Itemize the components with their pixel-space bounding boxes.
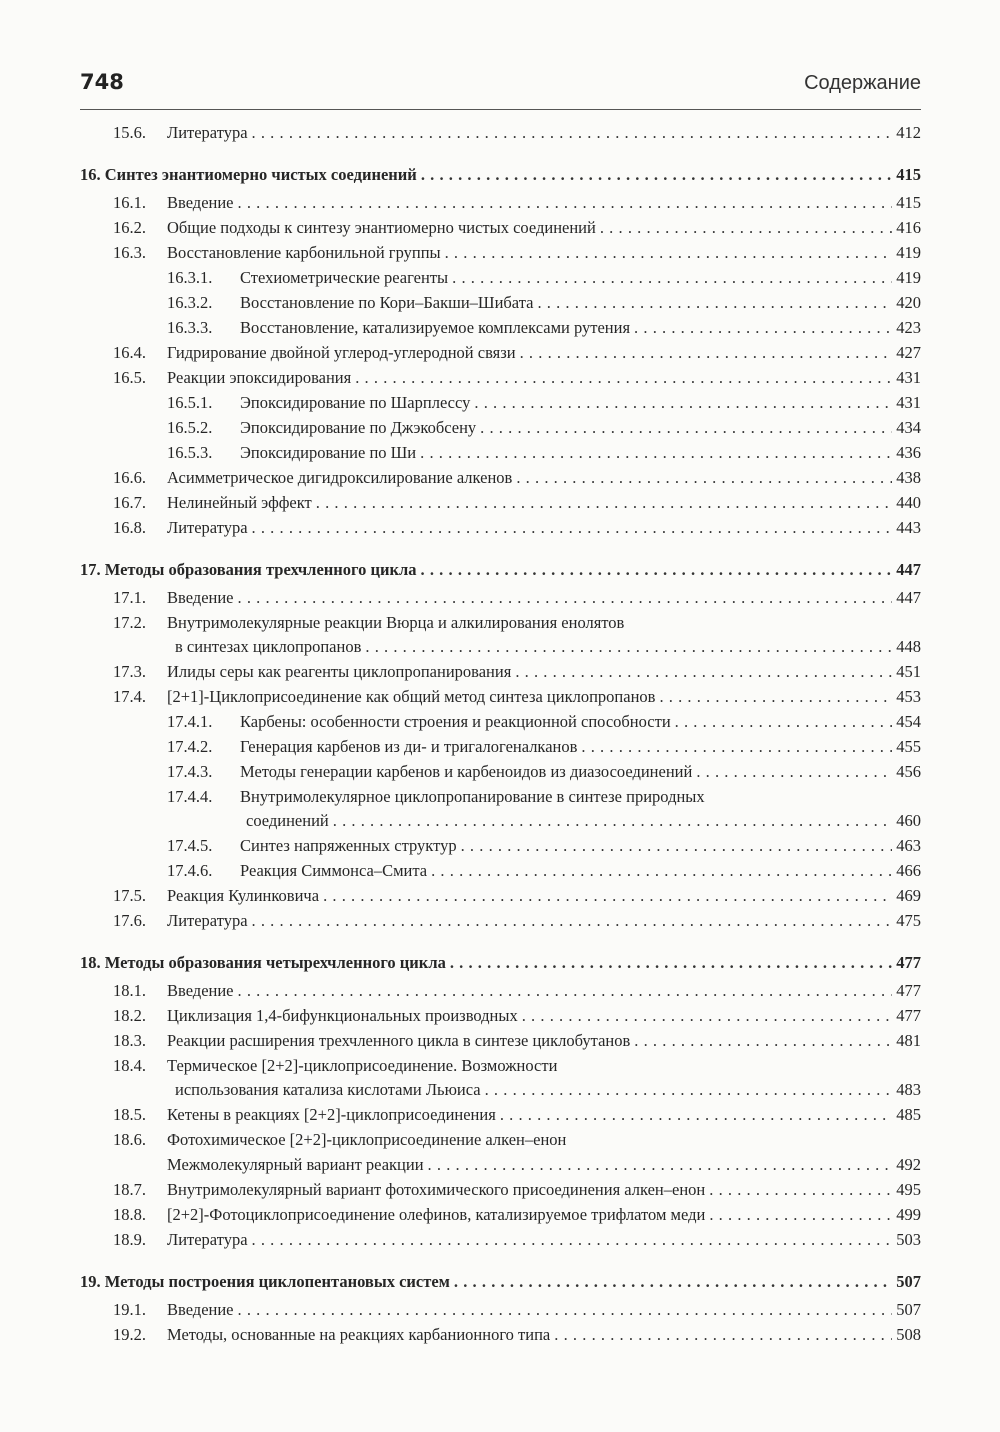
toc-entry-number: 16.3.3. bbox=[167, 318, 213, 337]
toc-entry-page: 466 bbox=[896, 861, 921, 880]
toc-entry-page: 477 bbox=[896, 981, 921, 1000]
toc-entry-page: 451 bbox=[896, 662, 921, 681]
toc-entry-number: 17.1. bbox=[113, 588, 146, 607]
toc-entry-page: 431 bbox=[896, 393, 921, 412]
toc-entry-page: 443 bbox=[896, 518, 921, 537]
toc-entry[interactable] bbox=[80, 1102, 921, 1127]
toc-entry[interactable] bbox=[80, 978, 921, 1003]
toc-entry[interactable] bbox=[80, 610, 921, 635]
toc-entry[interactable] bbox=[80, 340, 921, 365]
toc-entry[interactable] bbox=[80, 883, 921, 908]
dot-leader bbox=[709, 1177, 892, 1202]
toc-entry-page: 503 bbox=[896, 1230, 921, 1249]
toc-entry[interactable] bbox=[80, 809, 921, 833]
dot-leader bbox=[480, 415, 892, 440]
toc-entry-line bbox=[167, 659, 921, 684]
toc-entry-page: 481 bbox=[896, 1031, 921, 1050]
toc-entry-title: [2+1]-Циклоприсоединение как общий метод синтеза циклопропанов bbox=[167, 687, 656, 706]
toc-entry-page: 469 bbox=[896, 886, 921, 905]
toc-entry-line bbox=[167, 1003, 921, 1028]
toc-entry-line bbox=[80, 949, 921, 977]
toc-entry-line bbox=[167, 883, 921, 908]
toc-entry-number: 18.3. bbox=[113, 1031, 146, 1050]
toc-entry-line bbox=[167, 1152, 921, 1177]
toc-entry-number: 17.4.2. bbox=[167, 737, 213, 756]
toc-entry-number: 18.5. bbox=[113, 1105, 146, 1124]
dot-leader bbox=[554, 1322, 892, 1347]
toc-entry-title: Карбены: особенности строения и реакционной способности bbox=[240, 712, 671, 731]
toc-entry-line bbox=[240, 315, 921, 340]
toc-entry-page: 483 bbox=[896, 1080, 921, 1099]
dot-leader bbox=[421, 161, 892, 189]
toc-entry-number: 16.3.1. bbox=[167, 268, 213, 287]
toc-entry-title: Асимметрическое дигидроксилирование алкенов bbox=[167, 468, 513, 487]
toc-entry-line bbox=[240, 390, 921, 415]
toc-entry[interactable] bbox=[80, 120, 921, 145]
toc-entry-number: 17.4. bbox=[113, 687, 146, 706]
toc-entry-title: 17. Методы образования трехчленного цикла bbox=[80, 560, 417, 579]
toc-entry-page: 455 bbox=[896, 737, 921, 756]
toc-entry-line bbox=[167, 190, 921, 215]
toc-entry-title: Реакция Симмонса–Смита bbox=[240, 861, 428, 880]
toc-entry[interactable] bbox=[80, 190, 921, 215]
toc-entry-title: Реакция Кулинковича bbox=[167, 886, 320, 905]
toc-entry-number: 17.6. bbox=[113, 911, 146, 930]
toc-entry[interactable] bbox=[80, 440, 921, 465]
toc-entry-line bbox=[167, 1102, 921, 1127]
toc-entry-number: 16.8. bbox=[113, 518, 146, 537]
toc-entry-page: 463 bbox=[896, 836, 921, 855]
toc-entry[interactable] bbox=[80, 1152, 921, 1177]
toc-entry[interactable] bbox=[80, 684, 921, 709]
toc-entry[interactable] bbox=[80, 315, 921, 340]
toc-entry-title: Литература bbox=[167, 1230, 248, 1249]
dot-leader bbox=[333, 809, 893, 833]
toc-entry[interactable] bbox=[80, 265, 921, 290]
toc-entry[interactable] bbox=[80, 240, 921, 265]
dot-leader bbox=[461, 833, 893, 858]
toc-entry-title: [2+2]-Фотоциклоприсоединение олефинов, катализируемое трифлатом меди bbox=[167, 1205, 706, 1224]
toc-entry-page: 415 bbox=[896, 165, 921, 184]
toc-entry-line bbox=[240, 784, 921, 809]
dot-leader bbox=[450, 949, 892, 977]
toc-entry-page: 415 bbox=[896, 193, 921, 212]
toc-entry-page: 460 bbox=[896, 811, 921, 830]
toc-chapter-entry[interactable] bbox=[80, 1268, 921, 1296]
toc-entry-title: Внутримолекулярный вариант фотохимического присоединения алкен–енон bbox=[167, 1180, 706, 1199]
toc-entry-page: 440 bbox=[896, 493, 921, 512]
toc-entry-number: 18.2. bbox=[113, 1006, 146, 1025]
dot-leader bbox=[431, 858, 892, 883]
toc-entry-number: 18.9. bbox=[113, 1230, 146, 1249]
dot-leader bbox=[238, 585, 893, 610]
toc-entry-number: 18.6. bbox=[113, 1130, 146, 1149]
toc-entry-title: Нелинейный эффект bbox=[167, 493, 312, 512]
dot-leader bbox=[659, 684, 892, 709]
dot-leader bbox=[520, 340, 893, 365]
toc-entry[interactable] bbox=[80, 1322, 921, 1347]
dot-leader bbox=[634, 315, 892, 340]
toc-entry-title: Внутримолекулярные реакции Вюрца и алкилирования енолятов bbox=[167, 613, 625, 632]
toc-entry[interactable] bbox=[80, 908, 921, 933]
toc-entry-line bbox=[175, 635, 921, 659]
toc-entry[interactable] bbox=[80, 1078, 921, 1102]
toc-entry-line bbox=[167, 585, 921, 610]
toc-entry-number: 19.1. bbox=[113, 1300, 146, 1319]
toc-entry-title: Синтез напряженных структур bbox=[240, 836, 457, 855]
toc-entry-page: 447 bbox=[896, 560, 921, 579]
toc-entry-number: 17.3. bbox=[113, 662, 146, 681]
toc-entry[interactable] bbox=[80, 490, 921, 515]
toc-entry-number: 16.7. bbox=[113, 493, 146, 512]
toc-entry-line bbox=[167, 465, 921, 490]
toc-entry-title: Введение bbox=[167, 193, 234, 212]
toc-entry-page: 475 bbox=[896, 911, 921, 930]
toc-entry-title: Литература bbox=[167, 911, 248, 930]
toc-entry-title: Введение bbox=[167, 981, 234, 1000]
toc-entry[interactable] bbox=[80, 1202, 921, 1227]
toc-entry-page: 431 bbox=[896, 368, 921, 387]
dot-leader bbox=[252, 908, 893, 933]
toc-entry-page: 495 bbox=[896, 1180, 921, 1199]
toc-entry-title: Кетены в реакциях [2+2]-циклоприсоединения bbox=[167, 1105, 496, 1124]
toc-entry-line bbox=[80, 161, 921, 189]
toc-entry-title: Эпоксидирование по Ши bbox=[240, 443, 417, 462]
toc-entry-line bbox=[240, 734, 921, 759]
page-header bbox=[80, 68, 921, 104]
toc-chapter-entry[interactable] bbox=[80, 949, 921, 977]
toc-entry[interactable] bbox=[80, 415, 921, 440]
dot-leader bbox=[474, 390, 892, 415]
dot-leader bbox=[323, 883, 892, 908]
toc-entry-line bbox=[167, 365, 921, 390]
toc-entry-line bbox=[240, 415, 921, 440]
toc-entry[interactable] bbox=[80, 709, 921, 734]
dot-leader bbox=[515, 659, 892, 684]
page-number: 748 bbox=[80, 70, 124, 94]
toc-entry-title: Илиды серы как реагенты циклопропанирования bbox=[167, 662, 512, 681]
toc-entry-number: 15.6. bbox=[113, 123, 146, 142]
toc-entry-line bbox=[167, 1028, 921, 1053]
toc-entry-line bbox=[240, 759, 921, 784]
toc-entry-line bbox=[167, 978, 921, 1003]
toc-entry-title: Восстановление по Кори–Бакши–Шибата bbox=[240, 293, 534, 312]
toc-entry-page: 477 bbox=[896, 953, 921, 972]
dot-leader bbox=[365, 635, 892, 659]
toc-entry-number: 16.5. bbox=[113, 368, 146, 387]
toc-entry-line bbox=[240, 290, 921, 315]
toc-entry-title: Стехиометрические реагенты bbox=[240, 268, 449, 287]
toc-entry-title: Фотохимическое [2+2]-циклоприсоединение алкен–енон bbox=[167, 1130, 567, 1149]
toc-entry[interactable] bbox=[80, 1127, 921, 1152]
toc-entry[interactable] bbox=[80, 833, 921, 858]
toc-entry-title: 16. Синтез энантиомерно чистых соединений bbox=[80, 165, 417, 184]
toc-entry-line bbox=[167, 120, 921, 145]
toc-entry-title: Введение bbox=[167, 588, 234, 607]
dot-leader bbox=[581, 734, 892, 759]
toc-entry-line bbox=[167, 610, 921, 635]
toc-entry-title: Эпоксидирование по Джэкобсену bbox=[240, 418, 477, 437]
toc-entry-page: 454 bbox=[896, 712, 921, 731]
toc-entry[interactable] bbox=[80, 585, 921, 610]
toc-entry[interactable] bbox=[80, 365, 921, 390]
toc-entry-title: Литература bbox=[167, 123, 248, 142]
toc-entry-page: 436 bbox=[896, 443, 921, 462]
toc-entry[interactable] bbox=[80, 1003, 921, 1028]
toc-entry-title: Внутримолекулярное циклопропанирование в синтезе природных bbox=[240, 787, 705, 806]
toc-entry-line bbox=[175, 1078, 921, 1102]
toc-entry-number: 16.2. bbox=[113, 218, 146, 237]
toc-entry-number: 17.4.1. bbox=[167, 712, 213, 731]
toc-entry-title: соединений bbox=[246, 811, 329, 830]
toc-entry-page: 507 bbox=[896, 1272, 921, 1291]
toc-entry-line bbox=[167, 1127, 921, 1152]
toc-entry-title: Восстановление карбонильной группы bbox=[167, 243, 441, 262]
toc-entry-line bbox=[167, 1227, 921, 1252]
toc-entry-line bbox=[246, 809, 921, 833]
dot-leader bbox=[355, 365, 892, 390]
toc-entry-title: Гидрирование двойной углерод-углеродной связи bbox=[167, 343, 516, 362]
toc-entry-number: 17.4.4. bbox=[167, 787, 213, 806]
toc-entry[interactable] bbox=[80, 659, 921, 684]
toc-entry-page: 434 bbox=[896, 418, 921, 437]
toc-entry-line bbox=[167, 240, 921, 265]
dot-leader bbox=[522, 1003, 893, 1028]
toc-entry-line bbox=[240, 709, 921, 734]
header-rule bbox=[80, 109, 921, 110]
toc-entry-page: 507 bbox=[896, 1300, 921, 1319]
dot-leader bbox=[485, 1078, 893, 1102]
toc-entry-number: 17.4.5. bbox=[167, 836, 213, 855]
toc-entry-line bbox=[240, 858, 921, 883]
toc-entry[interactable] bbox=[80, 1053, 921, 1078]
toc-entry-page: 419 bbox=[896, 243, 921, 262]
toc-entry-title: Реакции расширения трехчленного цикла в синтезе циклобутанов bbox=[167, 1031, 631, 1050]
toc-entry-page: 423 bbox=[896, 318, 921, 337]
toc-entry-title: Генерация карбенов из ди- и тригалогеналканов bbox=[240, 737, 578, 756]
toc-entry-number: 16.5.1. bbox=[167, 393, 213, 412]
toc-entry-number: 18.1. bbox=[113, 981, 146, 1000]
dot-leader bbox=[428, 1152, 893, 1177]
toc-entry-page: 420 bbox=[896, 293, 921, 312]
dot-leader bbox=[696, 759, 892, 784]
toc-entry-page: 485 bbox=[896, 1105, 921, 1124]
toc-entry[interactable] bbox=[80, 1028, 921, 1053]
dot-leader bbox=[420, 440, 892, 465]
toc-entry[interactable] bbox=[80, 734, 921, 759]
toc-entry-number: 16.4. bbox=[113, 343, 146, 362]
toc-entry-line bbox=[167, 515, 921, 540]
toc-entry-page: 453 bbox=[896, 687, 921, 706]
toc-entry[interactable] bbox=[80, 635, 921, 659]
toc-entry-title: Эпоксидирование по Шарплессу bbox=[240, 393, 471, 412]
toc-entry-title: Термическое [2+2]-циклоприсоединение. Возможности bbox=[167, 1056, 558, 1075]
toc-entry-title: Введение bbox=[167, 1300, 234, 1319]
toc-entry-title: использования катализа кислотами Льюиса bbox=[175, 1080, 481, 1099]
dot-leader bbox=[675, 709, 893, 734]
dot-leader bbox=[709, 1202, 892, 1227]
toc-entry-number: 19.2. bbox=[113, 1325, 146, 1344]
toc-entry[interactable] bbox=[80, 1177, 921, 1202]
toc-entry-line bbox=[80, 1268, 921, 1296]
toc-entry-title: Циклизация 1,4-бифункциональных производных bbox=[167, 1006, 518, 1025]
dot-leader bbox=[252, 120, 893, 145]
dot-leader bbox=[238, 1297, 893, 1322]
toc-entry-number: 18.7. bbox=[113, 1180, 146, 1199]
dot-leader bbox=[445, 240, 893, 265]
toc-entry-page: 508 bbox=[896, 1325, 921, 1344]
toc-entry-page: 499 bbox=[896, 1205, 921, 1224]
toc-entry-line bbox=[167, 340, 921, 365]
toc-entry-title: Реакции эпоксидирования bbox=[167, 368, 352, 387]
dot-leader bbox=[316, 490, 892, 515]
dot-leader bbox=[452, 265, 892, 290]
toc-entry-line bbox=[80, 556, 921, 584]
dot-leader bbox=[454, 1268, 892, 1296]
toc-entry-number: 16.5.3. bbox=[167, 443, 213, 462]
toc-entry-number: 18.4. bbox=[113, 1056, 146, 1075]
toc-entry[interactable] bbox=[80, 290, 921, 315]
toc-entry[interactable] bbox=[80, 1297, 921, 1322]
toc-entry-number: 16.3. bbox=[113, 243, 146, 262]
toc-entry-page: 448 bbox=[896, 637, 921, 656]
toc-entry-number: 17.4.6. bbox=[167, 861, 213, 880]
toc-entry[interactable] bbox=[80, 515, 921, 540]
toc-entry[interactable] bbox=[80, 215, 921, 240]
dot-leader bbox=[537, 290, 892, 315]
toc-entry-number: 18.8. bbox=[113, 1205, 146, 1224]
toc-entry-page: 447 bbox=[896, 588, 921, 607]
toc-entry-line bbox=[240, 440, 921, 465]
toc-entry-page: 456 bbox=[896, 762, 921, 781]
toc-entry-title: Межмолекулярный вариант реакции bbox=[167, 1155, 424, 1174]
toc-entry[interactable] bbox=[80, 1227, 921, 1252]
toc-chapter-entry[interactable] bbox=[80, 556, 921, 584]
toc-entry[interactable] bbox=[80, 759, 921, 784]
toc-entry-page: 419 bbox=[896, 268, 921, 287]
toc-entry-title: Литература bbox=[167, 518, 248, 537]
toc-entry-number: 16.5.2. bbox=[167, 418, 213, 437]
toc-entry[interactable] bbox=[80, 858, 921, 883]
toc-entry-title: в синтезах циклопропанов bbox=[175, 637, 362, 656]
toc-entry-page: 416 bbox=[896, 218, 921, 237]
toc-entry-line bbox=[167, 215, 921, 240]
toc-entry-line bbox=[167, 1177, 921, 1202]
toc-entry-page: 427 bbox=[896, 343, 921, 362]
toc-entry-line bbox=[167, 908, 921, 933]
toc-entry-number: 16.6. bbox=[113, 468, 146, 487]
toc-entry-line bbox=[167, 684, 921, 709]
toc-entry-line bbox=[240, 833, 921, 858]
toc-entry-title: Общие подходы к синтезу энантиомерно чистых соединений bbox=[167, 218, 596, 237]
toc-entry-title: Восстановление, катализируемое комплексами рутения bbox=[240, 318, 631, 337]
toc-entry-page: 438 bbox=[896, 468, 921, 487]
dot-leader bbox=[600, 215, 892, 240]
toc-entry-number: 17.5. bbox=[113, 886, 146, 905]
dot-leader bbox=[500, 1102, 892, 1127]
toc-entry-title: 19. Методы построения циклопентановых систем bbox=[80, 1272, 450, 1291]
toc-entry-line bbox=[167, 1053, 921, 1078]
dot-leader bbox=[634, 1028, 892, 1053]
toc-entry-number: 17.2. bbox=[113, 613, 146, 632]
dot-leader bbox=[238, 190, 893, 215]
toc-entry-line bbox=[167, 490, 921, 515]
toc-entry-line bbox=[240, 265, 921, 290]
toc-entry-page: 412 bbox=[896, 123, 921, 142]
dot-leader bbox=[252, 1227, 893, 1252]
toc-entry-title: Методы, основанные на реакциях карбанионного типа bbox=[167, 1325, 551, 1344]
running-title: Содержание bbox=[804, 72, 921, 94]
toc-entry-line bbox=[167, 1202, 921, 1227]
dot-leader bbox=[421, 556, 893, 584]
toc-entry-page: 477 bbox=[896, 1006, 921, 1025]
toc-entry[interactable] bbox=[80, 390, 921, 415]
dot-leader bbox=[516, 465, 892, 490]
toc-entry-line bbox=[167, 1322, 921, 1347]
dot-leader bbox=[238, 978, 893, 1003]
toc-entry-number: 17.4.3. bbox=[167, 762, 213, 781]
toc-entry[interactable] bbox=[80, 784, 921, 809]
toc-entry[interactable] bbox=[80, 465, 921, 490]
toc-entry-line bbox=[167, 1297, 921, 1322]
toc-entry-title: Методы генерации карбенов и карбеноидов из диазосоединений bbox=[240, 762, 693, 781]
toc-entry-number: 16.1. bbox=[113, 193, 146, 212]
toc-chapter-entry[interactable] bbox=[80, 161, 921, 189]
toc-entry-title: 18. Методы образования четырехчленного цикла bbox=[80, 953, 446, 972]
toc-entry-number: 16.3.2. bbox=[167, 293, 213, 312]
toc-entry-page: 492 bbox=[896, 1155, 921, 1174]
table-of-contents bbox=[80, 120, 921, 1347]
dot-leader bbox=[252, 515, 893, 540]
